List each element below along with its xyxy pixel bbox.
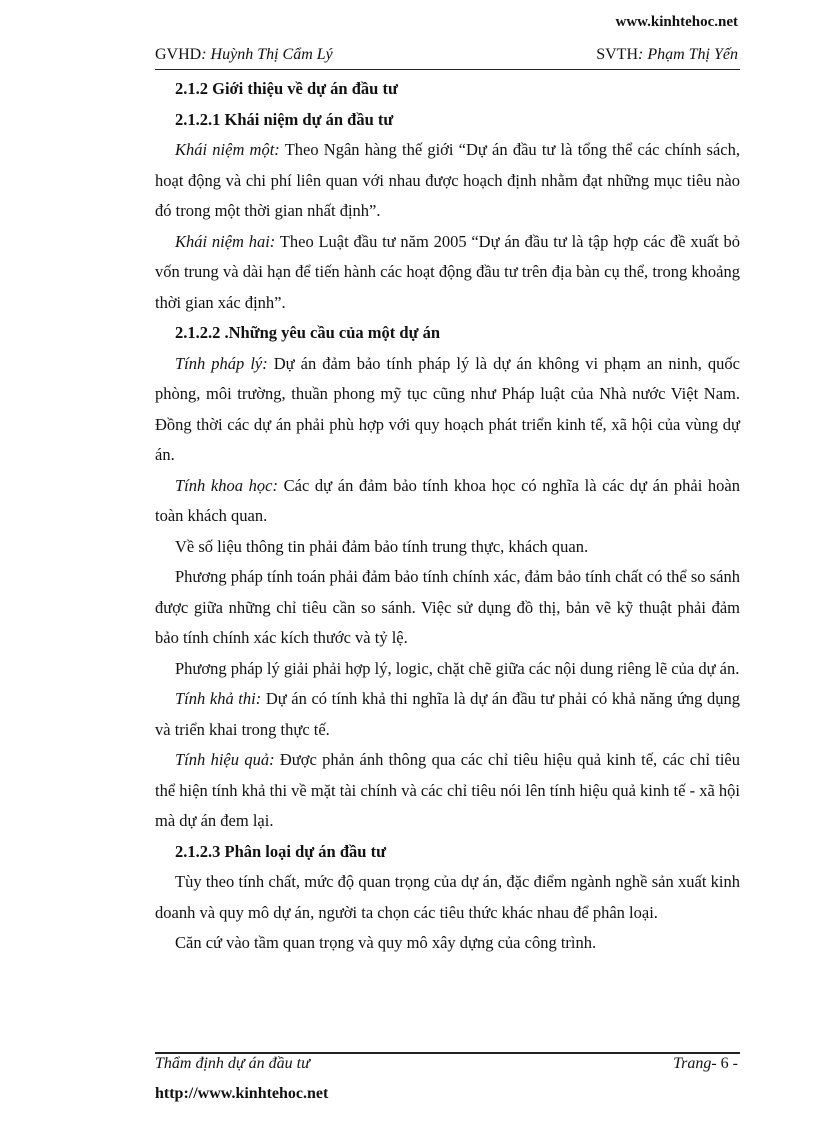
paragraph-basis: Căn cứ vào tầm quan trọng và quy mô xây dựng của công trình. xyxy=(175,933,597,952)
page-body xyxy=(155,74,740,959)
page-header xyxy=(155,46,738,64)
paragraph-definition-2: Khái niệm hai: Theo Luật đầu tư năm 2005 “Dự án đầu tư là tập hợp các đề xuất bỏ vốn trung và dài hạn để tiến hành các hoạt động đầu tư trên địa bàn cụ thể, trong khoảng thời gian xác định”. xyxy=(155,231,740,312)
paragraph-definition-1: Khái niệm một: Theo Ngân hàng thế giới “Dự án đầu tư là tổng thể các chính sách, hoạt động và chi phí liên quan với nhau được hoạch định nhằm đạt những mục tiêu nào đó trong một thời gian nhất định”. xyxy=(155,140,740,220)
heading-section-2-1-2: 2.1.2 Giới thiệu về dự án đầu tư xyxy=(175,79,398,98)
header-divider xyxy=(155,69,740,70)
page-footer xyxy=(155,1055,738,1073)
paragraph-feasibility: Tính khả thi: Dự án có tính khả thi nghĩa là dự án đầu tư phải có khả năng ứng dụng và triển khai trong thực tế. xyxy=(155,689,741,739)
paragraph-legality: Tính pháp lý: Dự án đảm bảo tính pháp lý là dự án không vi phạm an ninh, quốc phòng, môi trường, thuần phong mỹ tục cũng như Pháp luật của Nhà nước Việt Nam. Đồng thời các dự án phải phù hợp với quy hoạch phát triển kinh tế, xã hội của vùng dự án. xyxy=(155,353,740,464)
heading-section-2-1-2-1: 2.1.2.1 Khái niệm dự án đầu tư xyxy=(175,109,394,129)
paragraph-calculation: Phương pháp tính toán phải đảm bảo tính chính xác, đảm bảo tính chất có thể so sánh được giữa những chỉ tiêu cần so sánh. Việc sử dụng đồ thị, bản vẽ kỹ thuật phải đảm bảo tính chính xác kích thước và tỷ lệ. xyxy=(155,567,740,647)
heading-section-2-1-2-3: 2.1.2.3 Phân loại dự án đầu tư xyxy=(175,841,386,861)
footer-divider xyxy=(155,1052,740,1054)
paragraph-reasoning: Phương pháp lý giải phải hợp lý, logic, chặt chẽ giữa các nội dung riêng lẽ của dự án. xyxy=(175,658,740,678)
paragraph-data: Về số liệu thông tin phải đảm bảo tính trung thực, khách quan. xyxy=(175,536,589,556)
page-number: Trang- 6 - xyxy=(673,1055,738,1072)
site-url-bottom: http://www.kinhtehoc.net xyxy=(155,1085,329,1102)
paragraph-efficiency: Tính hiệu quả: Được phản ánh thông qua các chỉ tiêu hiệu quả kinh tế, các chỉ tiêu thể hiện tính khả thi về mặt tài chính và các chỉ tiêu nói lên tính hiệu quả kinh tế - xã hội mà dự án đem lại. xyxy=(155,750,740,830)
header-supervisor: GVHD: Huỳnh Thị Cẩm Lý xyxy=(155,46,333,63)
header-student: SVTH: Phạm Thị Yến xyxy=(596,46,738,63)
paragraph-scientific: Tính khoa học: Các dự án đảm bảo tính khoa học có nghĩa là các dự án phải hoàn toàn khách quan. xyxy=(155,475,740,525)
site-url-top: www.kinhtehoc.net xyxy=(615,14,738,30)
paragraph-classification: Tùy theo tính chất, mức độ quan trọng của dự án, đặc điểm ngành nghề sản xuất kinh doanh và quy mô dự án, người ta chọn các tiêu thức khác nhau để phân loại. xyxy=(155,872,740,922)
footer-title: Thẩm định dự án đầu tư xyxy=(155,1055,310,1072)
heading-section-2-1-2-2: 2.1.2.2 .Những yêu cầu của một dự án xyxy=(175,323,441,342)
